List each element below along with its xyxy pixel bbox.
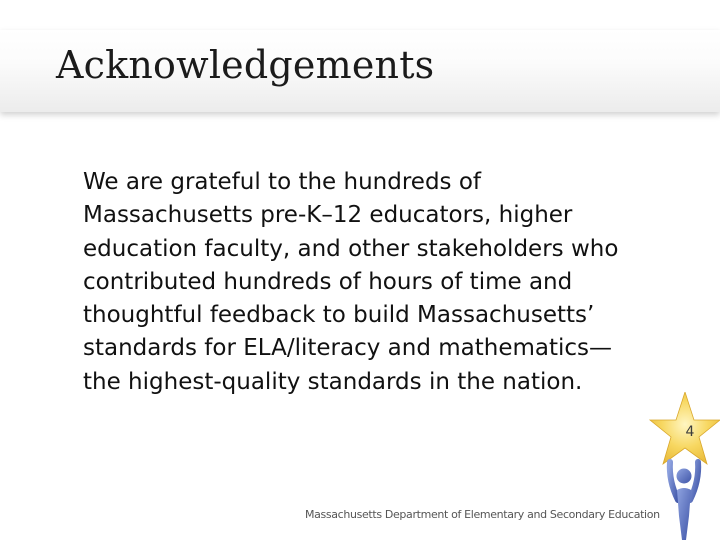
body-line: thoughtful feedback to build Massachusetts’ — [83, 302, 595, 329]
body-text — [83, 166, 673, 399]
body-line: education faculty, and other stakeholders who — [83, 235, 619, 262]
body-line: We are grateful to the hundreds of — [83, 169, 482, 195]
slide-number: 4 — [685, 424, 695, 440]
slide-title: Acknowledgements — [56, 43, 435, 87]
footer-text: Massachusetts Department of Elementary and Secondary Education — [305, 508, 660, 521]
body-line: the highest-quality standards in the nation. — [83, 368, 583, 395]
body-line: Massachusetts pre-K–12 educators, higher — [83, 202, 573, 229]
body-line: standards for ELA/literacy and mathematics— — [83, 335, 613, 362]
body-line: contributed hundreds of hours of time and — [83, 268, 573, 295]
